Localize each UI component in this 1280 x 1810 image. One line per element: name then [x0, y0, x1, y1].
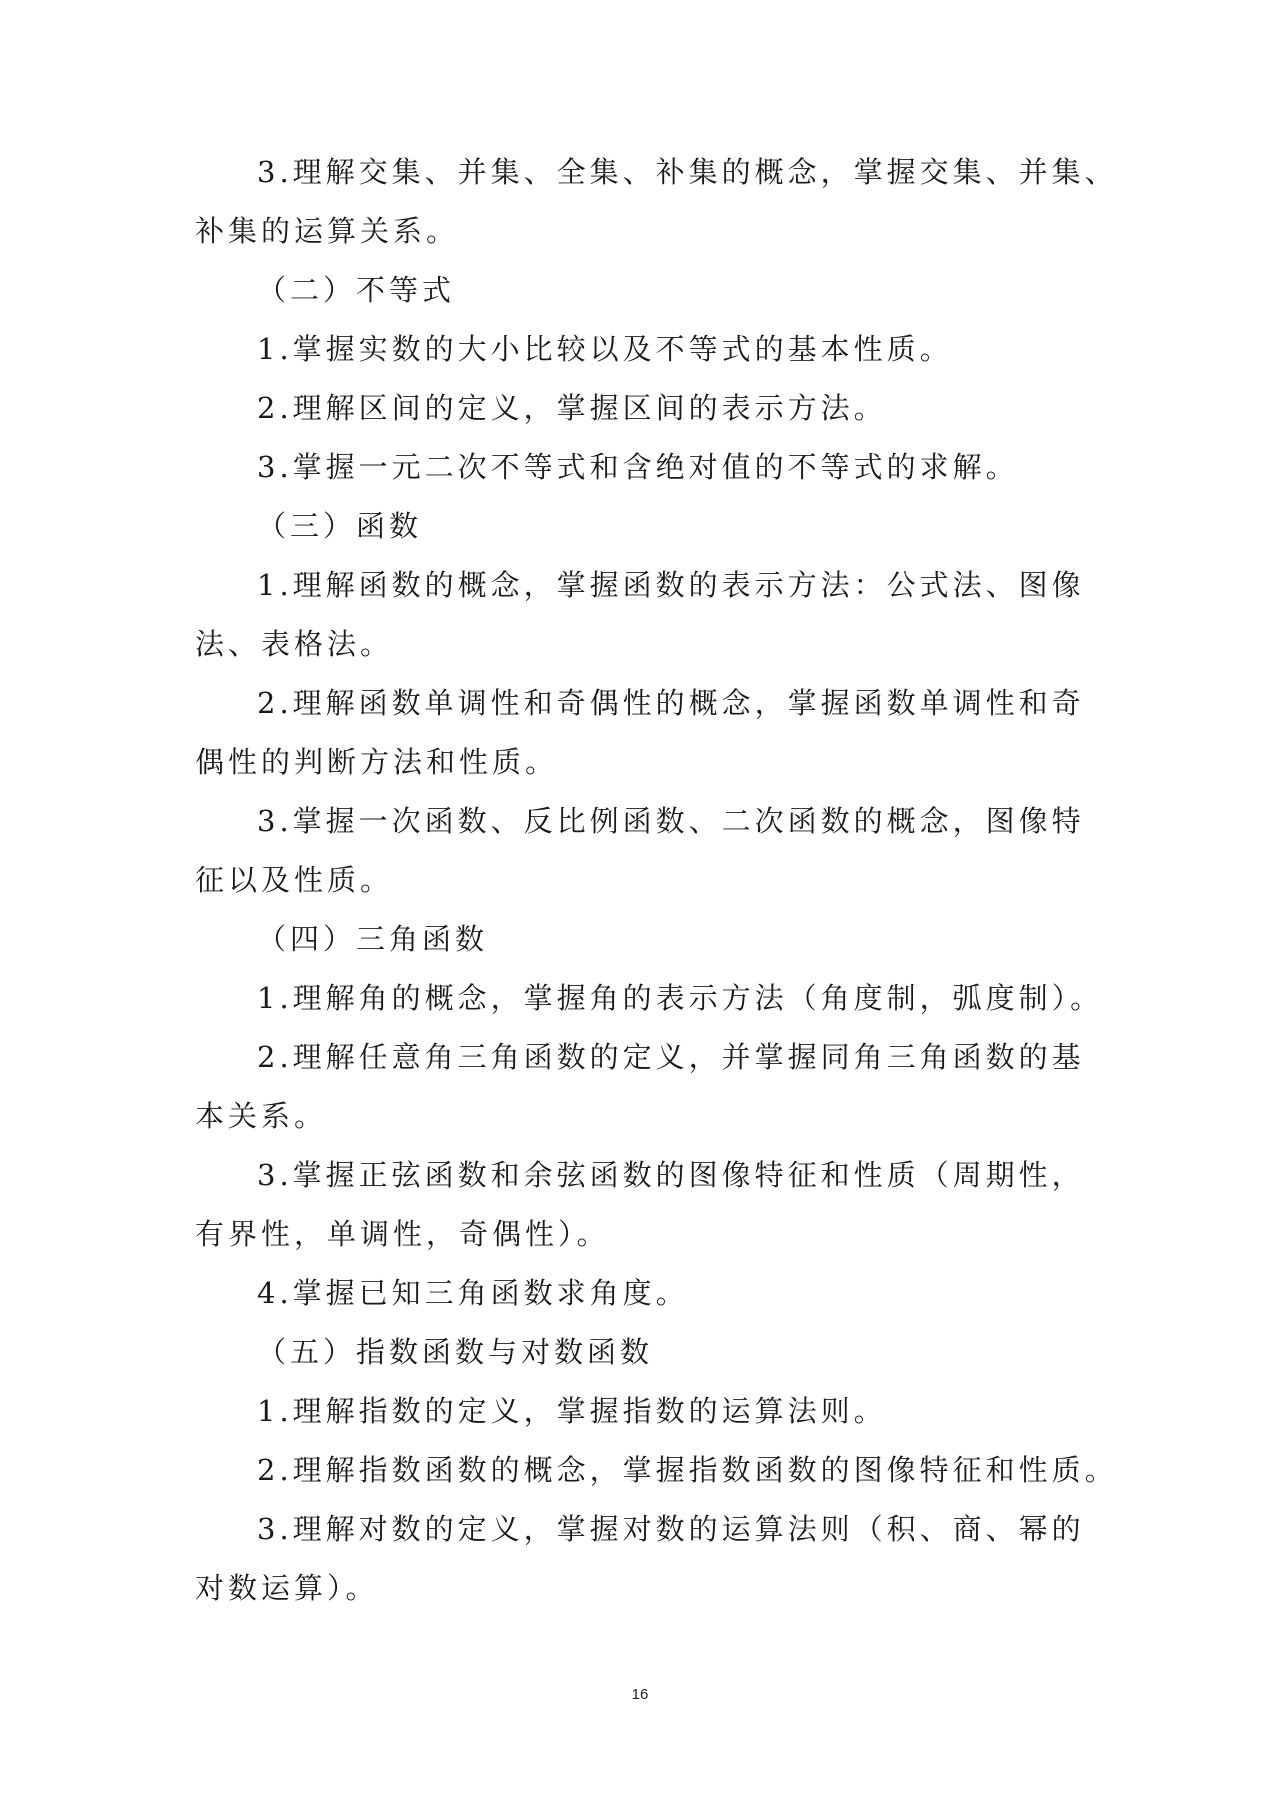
- text-line: 4.掌握已知三角函数求角度。: [257, 1276, 689, 1310]
- text-line: 偶性的判断方法和性质。: [195, 745, 559, 779]
- page-number: 16: [631, 1686, 649, 1703]
- text-line: 2.理解任意角三角函数的定义，并掌握同角三角函数的基: [257, 1040, 1085, 1074]
- text-line: 本关系。: [195, 1099, 328, 1133]
- text-line: 3.掌握一次函数、反比例函数、二次函数的概念，图像特: [257, 804, 1085, 838]
- section-heading: （四）三角函数: [257, 922, 489, 956]
- section-heading: （二）不等式: [257, 273, 456, 307]
- document-body: [195, 143, 1118, 1618]
- text-line: 对数运算）。: [195, 1571, 379, 1605]
- text-line: 2.理解函数单调性和奇偶性的概念，掌握函数单调性和奇: [257, 686, 1085, 720]
- text-line: 有界性，单调性，奇偶性）。: [195, 1217, 610, 1251]
- text-line: 3.理解交集、并集、全集、补集的概念，掌握交集、并集、: [257, 155, 1118, 189]
- section-heading: （三）函数: [257, 509, 423, 543]
- text-line: 法、表格法。: [195, 627, 394, 661]
- text-line: 1.理解角的概念，掌握角的表示方法（角度制，弧度制）。: [257, 981, 1104, 1015]
- section-heading: （五）指数函数与对数函数: [257, 1335, 654, 1369]
- text-line: 3.掌握正弦函数和余弦函数的图像特征和性质（周期性，: [257, 1158, 1085, 1192]
- text-line: 3.掌握一元二次不等式和含绝对值的不等式的求解。: [257, 450, 1019, 484]
- text-line: 征以及性质。: [195, 863, 394, 897]
- text-line: 3.理解对数的定义，掌握对数的运算法则（积、商、幂的: [257, 1512, 1085, 1546]
- text-line: 2.理解指数函数的概念，掌握指数函数的图像特征和性质。: [257, 1453, 1118, 1487]
- text-line: 补集的运算关系。: [195, 214, 460, 248]
- text-line: 1.理解函数的概念，掌握函数的表示方法：公式法、图像: [257, 568, 1085, 602]
- text-line: 1.理解指数的定义，掌握指数的运算法则。: [257, 1394, 887, 1428]
- text-line: 2.理解区间的定义，掌握区间的表示方法。: [257, 391, 887, 425]
- text-line: 1.掌握实数的大小比较以及不等式的基本性质。: [257, 332, 953, 366]
